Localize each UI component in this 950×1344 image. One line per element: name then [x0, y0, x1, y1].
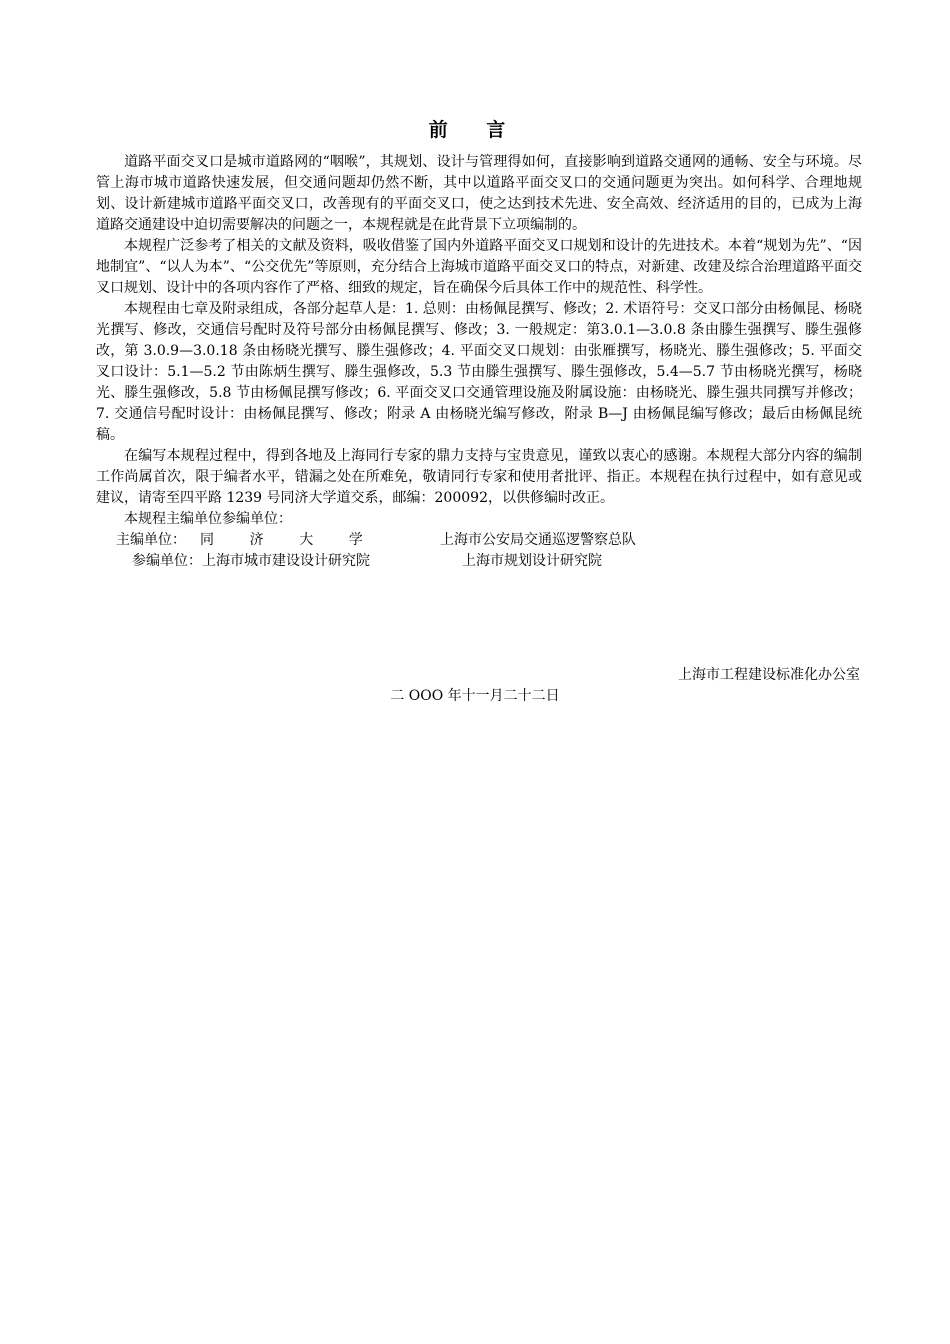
- participating-units-line: [96, 551, 862, 572]
- signature-office: 上海市工程建设标准化办公室: [678, 667, 860, 683]
- participating-unit-construction: 上海市城市建设设计研究院: [202, 553, 370, 569]
- chief-units-line: [96, 530, 862, 551]
- chief-unit-tongji: 同 济 大 学: [200, 532, 363, 548]
- paragraph-units-heading: 本规程主编单位参编单位：: [124, 511, 292, 527]
- chief-unit-police: 上海市公安局交通巡逻警察总队: [440, 532, 636, 548]
- paragraph-references: 本规程广泛参考了相关的文献及资料，吸收借鉴了国内外道路平面交叉口规划和设计的先进技术。本着“规划为先”、“因地制宜”、“以人为本”、“公交优先”等原则，充分结合上海城市道路平面交叉口的特点，对新建、改建及综合治理道路平面交叉口规划、设计中的各项内容作了严格、细致的规定，旨在确保今后具体工作中的规范性、科学性。: [96, 238, 862, 296]
- paragraph-authors: 本规程由七章及附录组成，各部分起草人是：1. 总则：由杨佩昆撰写、修改；2. 术语符号：交叉口部分由杨佩昆、杨晓光撰写、修改，交通信号配时及符号部分由杨佩昆撰写、修改；3. 一般规定：第3.0.1—3.0.8 条由滕生强撰写、滕生强修改，第 3.0.9—3.0.18 条由杨晓光撰写、滕生强修改；4. 平面交叉口规划：由张雁撰写，杨晓光、滕生强修改；5. 平面交叉口设计：5.1—5.2 节由陈炳生撰写、滕生强修改，5.3 节由滕生强撰写、滕生强修改，5.4—5.7 节由杨晓光撰写，杨晓光、滕生强修改，5.8 节由杨佩昆撰写修改；6. 平面交叉口交通管理设施及附属设施：由杨晓光、滕生强共同撰写并修改；7. 交通信号配时设计：由杨佩昆撰写、修改；附录 A 由杨晓光编写修改，附录 B—J 由杨佩昆编写修改；最后由杨佩昆统稿。: [96, 301, 862, 443]
- preface-body: [96, 152, 862, 572]
- participating-units-label: 参编单位：: [132, 553, 202, 569]
- page-title: 前 言: [428, 119, 522, 141]
- chief-units-label: 主编单位：: [116, 532, 186, 548]
- paragraph-acknowledgement: 在编写本规程过程中，得到各地及上海同行专家的鼎力支持与宝贵意见，谨致以衷心的感谢。本规程大部分内容的编制工作尚属首次，限于编者水平，错漏之处在所难免，敬请同行专家和使用者批评、指正。本规程在执行过程中，如有意见或建议，请寄至四平路 1239 号同济大学道交系，邮编：200092，以供修编时改正。: [96, 448, 862, 506]
- paragraph-intro: 道路平面交叉口是城市道路网的“咽喉”，其规划、设计与管理得如何，直接影响到道路交通网的通畅、安全与环境。尽管上海市城市道路快速发展，但交通问题却仍然不断，其中以道路平面交叉口的交通问题更为突出。如何科学、合理地规划、设计新建城市道路平面交叉口，改善现有的平面交叉口，使之达到技术先进、安全高效、经济适用的目的，已成为上海道路交通建设中迫切需要解决的问题之一，本规程就是在此背景下立项编制的。: [96, 154, 862, 233]
- signature-date: 二 OOO 年十一月二十二日: [390, 688, 560, 704]
- participating-unit-planning: 上海市规划设计研究院: [462, 553, 602, 569]
